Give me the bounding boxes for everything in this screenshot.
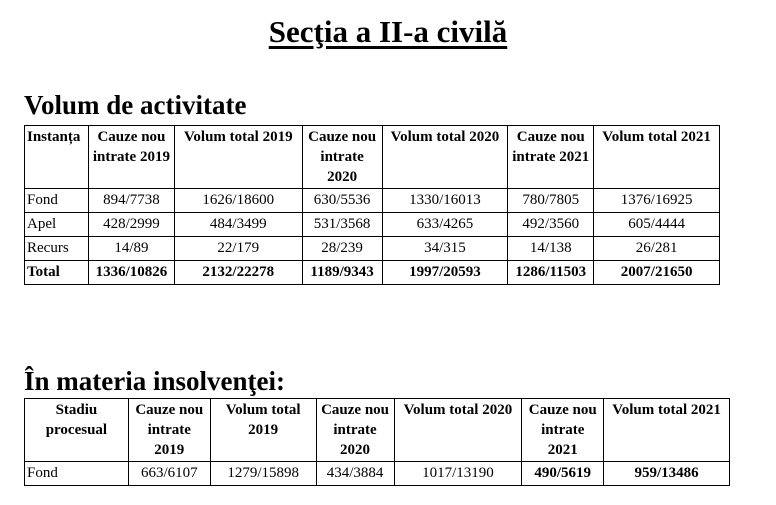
table-cell: 633/4265 xyxy=(382,213,508,237)
column-header: Volum total 2020 xyxy=(394,399,522,462)
section-heading-activity-volume: Volum de activitate xyxy=(24,90,247,120)
table-row xyxy=(25,213,720,237)
column-header: Instanța xyxy=(25,126,89,189)
table-cell: 531/3568 xyxy=(302,213,382,237)
table-cell: 780/7805 xyxy=(508,189,594,213)
table-cell: 22/179 xyxy=(174,237,302,261)
table-row xyxy=(25,189,720,213)
column-header: Cauze nou intrate 2021 xyxy=(508,126,594,189)
table-cell: 1997/20593 xyxy=(382,261,508,285)
column-header: Cauze nou intrate 2019 xyxy=(128,399,210,462)
table-cell: 2132/22278 xyxy=(174,261,302,285)
activity-volume-table xyxy=(24,125,720,285)
table-cell: Recurs xyxy=(25,237,89,261)
table-cell: 2007/21650 xyxy=(594,261,720,285)
table-cell: Apel xyxy=(25,213,89,237)
table-cell: 14/138 xyxy=(508,237,594,261)
table-cell: 484/3499 xyxy=(174,213,302,237)
table-cell: 1336/10826 xyxy=(88,261,174,285)
table-cell: 1330/16013 xyxy=(382,189,508,213)
table-cell: 605/4444 xyxy=(594,213,720,237)
table-cell: 492/3560 xyxy=(508,213,594,237)
column-header: Volum total 2021 xyxy=(604,399,730,462)
table-header-row xyxy=(25,126,720,189)
column-header: Volum total 2020 xyxy=(382,126,508,189)
table-cell: Fond xyxy=(25,462,129,486)
table-cell: 894/7738 xyxy=(88,189,174,213)
column-header: Volum total 2019 xyxy=(174,126,302,189)
table-cell: 490/5619 xyxy=(522,462,604,486)
table-cell: 663/6107 xyxy=(128,462,210,486)
table-cell: 630/5536 xyxy=(302,189,382,213)
table-cell: 14/89 xyxy=(88,237,174,261)
table-cell: Total xyxy=(25,261,89,285)
insolvency-table xyxy=(24,398,730,486)
column-header: Cauze nou intrate 2021 xyxy=(522,399,604,462)
table-row xyxy=(25,237,720,261)
table-cell: 28/239 xyxy=(302,237,382,261)
column-header: Volum total 2019 xyxy=(210,399,316,462)
table-cell: 1279/15898 xyxy=(210,462,316,486)
table-cell: 1017/13190 xyxy=(394,462,522,486)
table-cell: 26/281 xyxy=(594,237,720,261)
table-header-row xyxy=(25,399,730,462)
column-header: Cauze nou intrate 2019 xyxy=(88,126,174,189)
table-row xyxy=(25,462,730,486)
table-cell: 1626/18600 xyxy=(174,189,302,213)
column-header: Stadiu procesual xyxy=(25,399,129,462)
table-cell: 1189/9343 xyxy=(302,261,382,285)
column-header: Cauze nou intrate 2020 xyxy=(302,126,382,189)
table-cell: 434/3884 xyxy=(316,462,394,486)
table-cell: 428/2999 xyxy=(88,213,174,237)
table-total-row xyxy=(25,261,720,285)
column-header: Volum total 2021 xyxy=(594,126,720,189)
table-cell: 1376/16925 xyxy=(594,189,720,213)
section-heading-insolvency: În materia insolvenţei: xyxy=(24,366,285,396)
table-cell: 34/315 xyxy=(382,237,508,261)
table-cell: 959/13486 xyxy=(604,462,730,486)
column-header: Cauze nou intrate 2020 xyxy=(316,399,394,462)
page-title: Secţia a II-a civilă xyxy=(268,14,508,49)
table-cell: Fond xyxy=(25,189,89,213)
table-cell: 1286/11503 xyxy=(508,261,594,285)
